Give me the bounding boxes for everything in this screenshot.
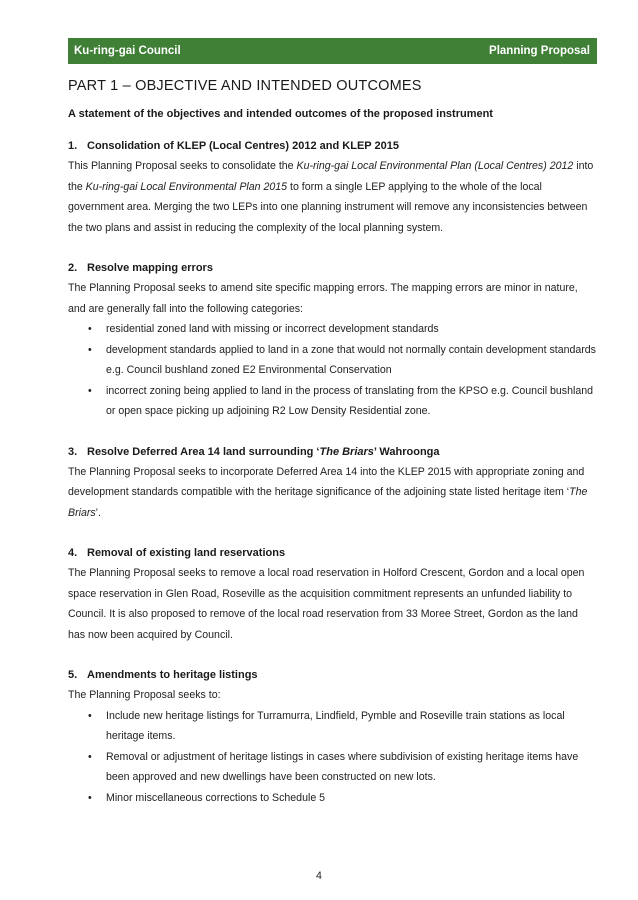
section-body bbox=[68, 462, 596, 524]
section-title: Amendments to heritage listings bbox=[87, 669, 258, 681]
list-item bbox=[68, 381, 596, 422]
body-text: into the bbox=[68, 160, 594, 193]
section-title: Consolidation of KLEP (Local Centres) 2012 and KLEP 2015 bbox=[87, 140, 399, 152]
list-item-text: Removal or adjustment of heritage listings in cases where subdivision of existing heritage items have been approved and new dwellings have been constructed on new lots. bbox=[106, 750, 579, 783]
section-title-italic: The Briars bbox=[319, 445, 374, 458]
section-body: The Planning Proposal seeks to remove a local road reservation in Holford Crescent, Gordon and a local open space reservation in Glen Road, Roseville as the acquisition commitment represents an unfunded liability to Council. It is also proposed to remove of the local road reservation from 33 Moree Street, Gordon as the land has now been acquired by Council. bbox=[68, 567, 585, 641]
body-text: to form a single LEP applying to the whole of the local government area. Merging the two LEPs into one planning instrument will remove any inconsistencies between the two plans and assist in reducing the complexity of the local planning system. bbox=[68, 180, 588, 234]
section-title: Resolve Deferred Area 14 land surrounding ‘ bbox=[87, 445, 320, 458]
body-italic-text: The Briars bbox=[68, 486, 588, 519]
header-document-type: Planning Proposal bbox=[489, 45, 590, 57]
body-text: The Planning Proposal seeks to incorporate Deferred Area 14 into the KLEP 2015 with appropriate zoning and development standards compatible with the heritage significance of the adjoining state listed heritage item ‘ bbox=[68, 465, 585, 498]
section-body: The Planning Proposal seeks to: bbox=[68, 689, 221, 701]
list-item-text: incorrect zoning being applied to land in the process of translating from the KPSO e.g. Council bushland or open space picking up adjoining R2 Low Density Residential zone. bbox=[106, 384, 594, 417]
list-item-text: Minor miscellaneous corrections to Schedule 5 bbox=[106, 791, 326, 804]
section-5 bbox=[68, 665, 596, 808]
section-title: Removal of existing land reservations bbox=[87, 547, 286, 559]
bullet-icon: • bbox=[88, 323, 92, 335]
section-number: 4. bbox=[68, 547, 78, 559]
bullet-icon: • bbox=[88, 343, 92, 356]
section-heading bbox=[68, 442, 596, 462]
running-header bbox=[68, 38, 597, 64]
section-heading bbox=[68, 258, 596, 278]
section-2 bbox=[68, 258, 596, 422]
part-subtitle: A statement of the objectives and intended outcomes of the proposed instrument bbox=[68, 108, 493, 120]
body-text: ’. bbox=[95, 506, 101, 519]
body-italic-text: Ku-ring-gai Local Environmental Plan (Local Centres) 2012 bbox=[296, 160, 574, 172]
list-item bbox=[68, 706, 596, 747]
section-body bbox=[68, 156, 596, 238]
bullet-list bbox=[68, 319, 596, 422]
part-title: PART 1 – OBJECTIVE AND INTENDED OUTCOMES bbox=[68, 78, 422, 94]
list-item bbox=[68, 747, 596, 788]
bullet-icon: • bbox=[88, 750, 92, 763]
section-title: ’ Wahroonga bbox=[373, 445, 440, 458]
section-number: 2. bbox=[68, 262, 78, 274]
list-item bbox=[68, 788, 596, 809]
bullet-list bbox=[68, 706, 596, 809]
section-number: 3. bbox=[68, 445, 78, 458]
bullet-icon: • bbox=[88, 384, 92, 397]
list-item-text: residential zoned land with missing or incorrect development standards bbox=[106, 323, 439, 335]
section-heading bbox=[68, 136, 596, 156]
section-4 bbox=[68, 543, 596, 645]
section-body: The Planning Proposal seeks to amend site specific mapping errors. The mapping errors are minor in nature, and are generally fall into the following categories: bbox=[68, 282, 578, 315]
list-item-text: Include new heritage listings for Turramurra, Lindfield, Pymble and Roseville train stations as local heritage items. bbox=[106, 709, 565, 742]
section-heading bbox=[68, 543, 596, 563]
section-number: 1. bbox=[68, 140, 78, 152]
section-title: Resolve mapping errors bbox=[87, 262, 213, 274]
bullet-icon: • bbox=[88, 709, 92, 722]
section-1 bbox=[68, 136, 596, 238]
section-number: 5. bbox=[68, 669, 78, 681]
body-italic-text: Ku-ring-gai Local Environmental Plan 2015 bbox=[85, 180, 288, 193]
list-item bbox=[68, 319, 596, 340]
body-text: This Planning Proposal seeks to consolidate the bbox=[68, 160, 297, 172]
bullet-icon: • bbox=[88, 791, 92, 804]
page-number: 4 bbox=[316, 870, 322, 882]
section-heading bbox=[68, 665, 596, 685]
page-content bbox=[68, 76, 596, 808]
list-item-text: development standards applied to land in a zone that would not normally contain development standards e.g. Council bushland zoned E2 Environmental Conservation bbox=[106, 343, 596, 376]
section-3 bbox=[68, 442, 596, 524]
list-item bbox=[68, 340, 596, 381]
header-organisation: Ku-ring-gai Council bbox=[74, 45, 181, 57]
